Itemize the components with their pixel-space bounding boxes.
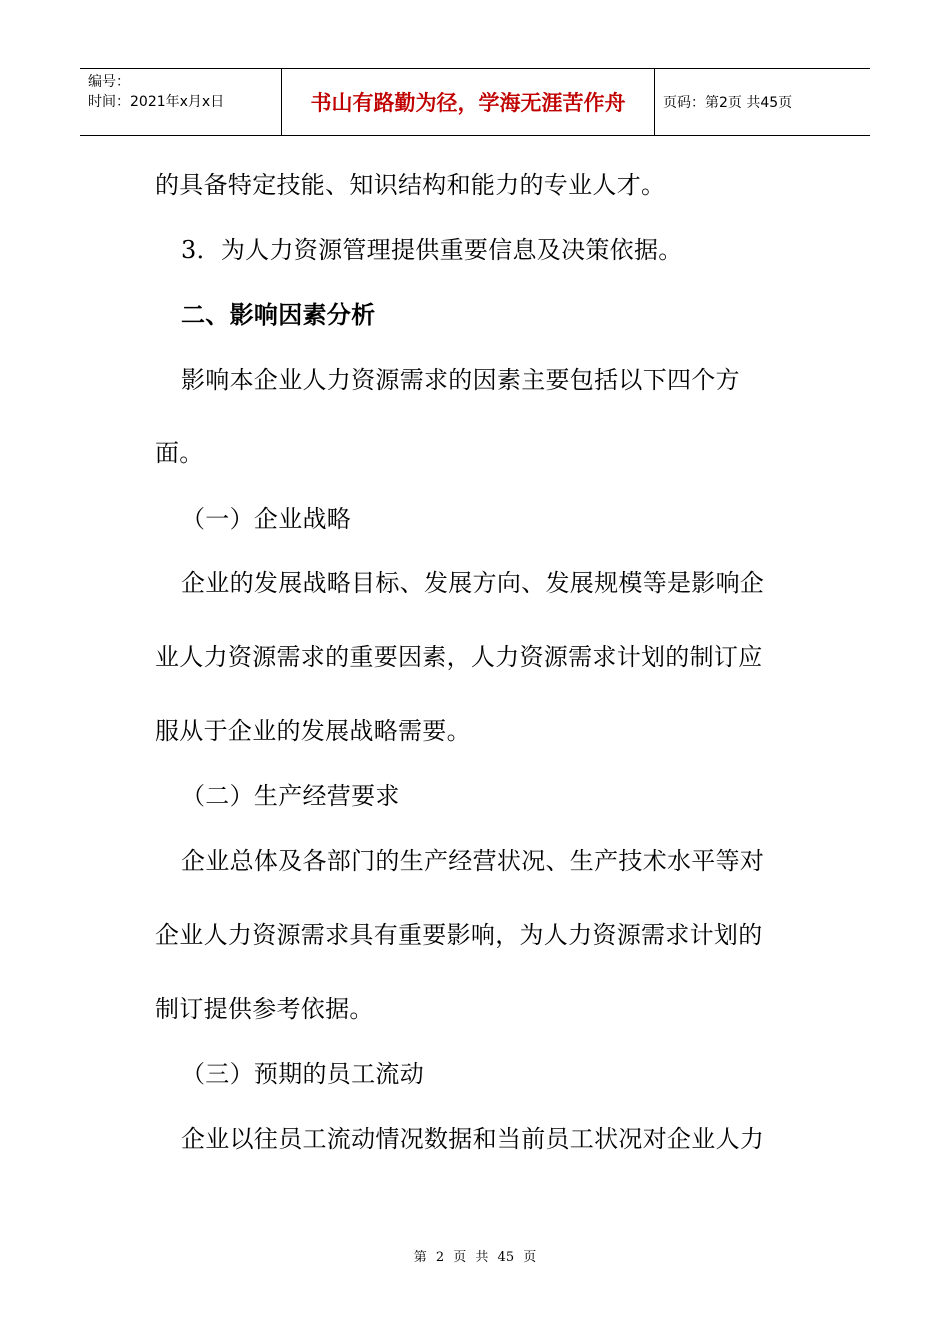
subsection-heading: （三）预期的员工流动 <box>181 1060 424 1088</box>
body-line: 企业以往员工流动情况数据和当前员工状况对企业人力 <box>181 1125 765 1153</box>
body-line: 企业的发展战略目标、发展方向、发展规模等是影响企 <box>181 569 765 597</box>
body-line: 3．为人力资源管理提供重要信息及决策依据。 <box>181 236 683 264</box>
body-line: 影响本企业人力资源需求的因素主要包括以下四个方 <box>181 366 740 394</box>
body-line: 面。 <box>155 439 204 467</box>
header-page-info: 页码：第2页 共45页 <box>663 95 793 111</box>
section-heading: 二、影响因素分析 <box>181 301 376 329</box>
page-footer: 第 2 页 共 45 页 <box>413 1250 537 1265</box>
subsection-heading: （二）生产经营要求 <box>181 782 400 810</box>
subsection-heading: （一）企业战略 <box>181 505 352 533</box>
page-header <box>80 68 870 136</box>
document-code-label: 编号： <box>88 74 130 90</box>
body-line: 企业总体及各部门的生产经营状况、生产技术水平等对 <box>181 847 765 875</box>
body-line: 制订提供参考依据。 <box>155 995 374 1023</box>
body-line: 业人力资源需求的重要因素，人力资源需求计划的制订应 <box>155 643 763 671</box>
document-date: 时间：2021年x月x日 <box>88 94 225 110</box>
body-line: 服从于企业的发展战略需要。 <box>155 717 471 745</box>
header-meta-cell <box>80 69 282 135</box>
body-line: 的具备特定技能、知识结构和能力的专业人才。 <box>155 171 666 199</box>
body-line: 企业人力资源需求具有重要影响，为人力资源需求计划的 <box>155 921 763 949</box>
header-motto: 书山有路勤为径，学海无涯苦作舟 <box>282 69 655 135</box>
